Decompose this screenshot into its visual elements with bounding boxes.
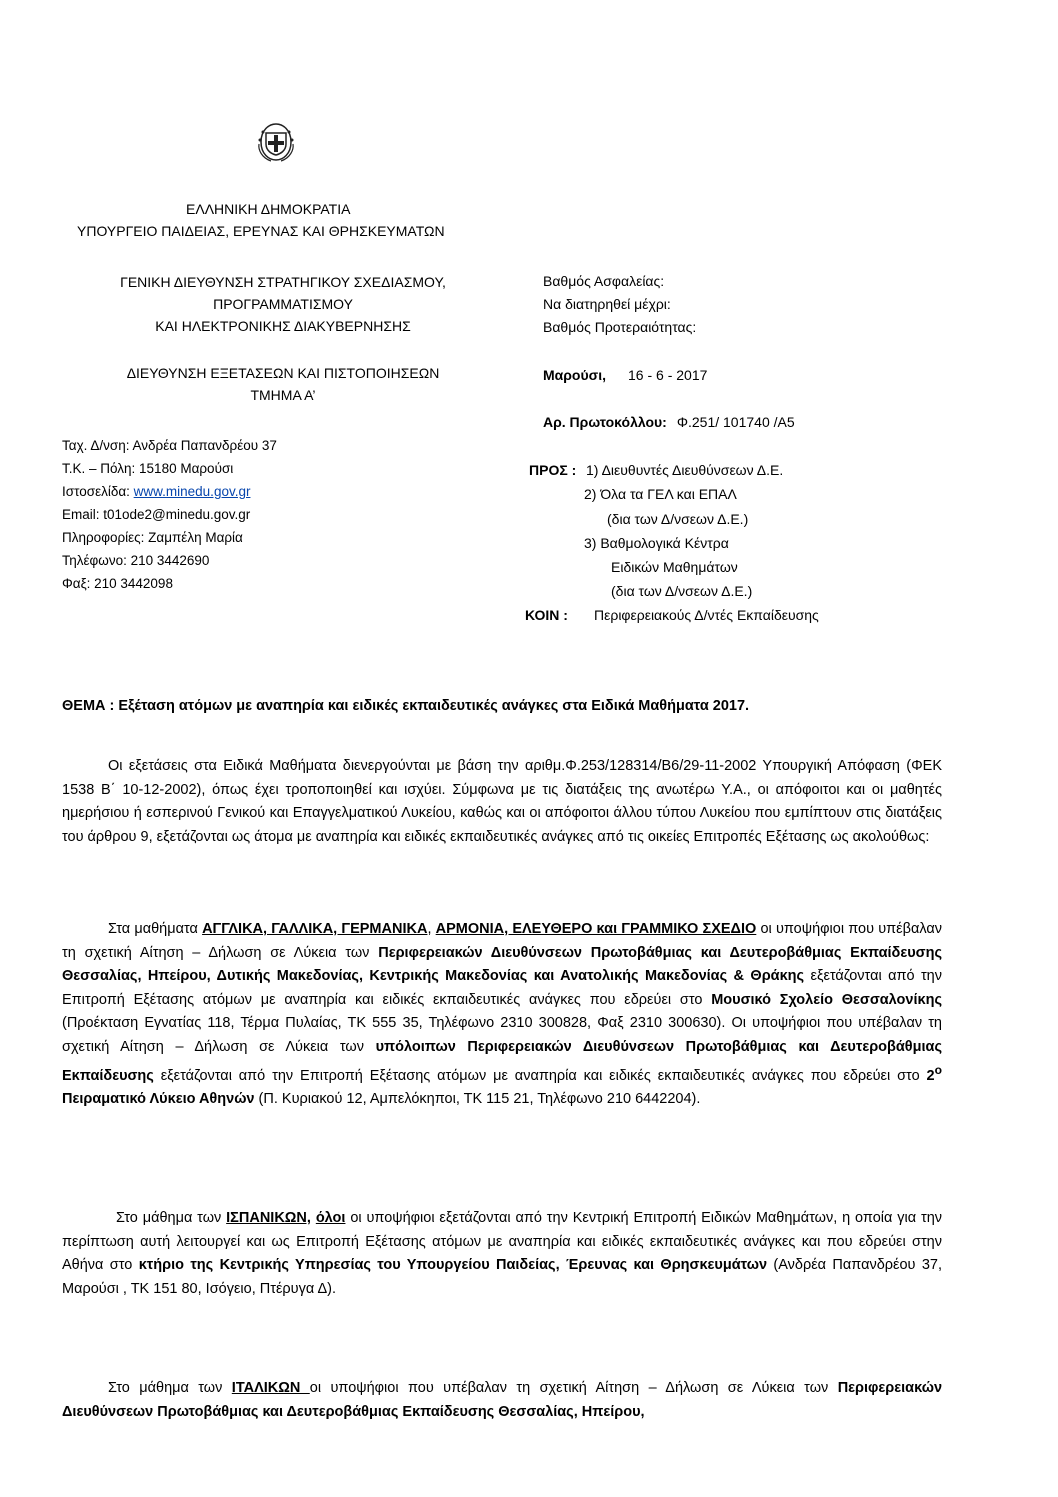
recipient-3-via: (δια των Δ/νσεων Δ.Ε.) bbox=[611, 583, 753, 599]
contact-address: Ταχ. Δ/νση: Ανδρέα Παπανδρέου 37 bbox=[62, 438, 277, 453]
p3-text-1: Στο μάθημα των bbox=[116, 1210, 227, 1226]
paragraph-music-subjects bbox=[62, 918, 942, 1112]
contact-phone: Τηλέφωνο: 210 3442690 bbox=[62, 553, 210, 568]
p2-lyceum-number: 2 bbox=[926, 1067, 935, 1084]
date: 16 - 6 - 2017 bbox=[628, 367, 708, 383]
p2-text-2: οι υποψήφιοι που υπέβαλαν τη σχετική Αίτηση – Δήλωση σε Λύκεια των bbox=[62, 921, 942, 961]
directorate-heading: ΔΙΕΥΘΥΝΣΗ ΕΞΕΤΑΣΕΩΝ ΚΑΙ ΠΙΣΤΟΠΟΙΗΣΕΩΝ bbox=[126, 365, 440, 381]
general-directorate-line-3: ΚΑΙ ΗΛΕΚΤΡΟΝΙΚΗΣ ΔΙΑΚΥΒΕΡΝΗΣΗΣ bbox=[155, 318, 411, 334]
general-directorate-line-1: ΓΕΝΙΚΗ ΔΙΕΥΘΥΝΣΗ ΣΤΡΑΤΗΓΙΚΟΥ ΣΧΕΔΙΑΣΜΟΥ, bbox=[120, 274, 446, 290]
p2-regions: Περιφερειακών Διευθύνσεων Πρωτοβάθμιας και Δευτεροβάθμιας Εκπαίδευσης Θεσσαλίας, Ηπείρου, Δυτικής Μακεδονίας, Κεντρικής Μακεδονίας και Ανατολικής Μακεδονίας & Θράκης bbox=[62, 944, 942, 984]
p4-text-2: οι υποψήφιοι που υπέβαλαν τη σχετική Αίτηση – Δήλωση σε Λύκεια των bbox=[309, 1380, 838, 1396]
p2-other-regions: υπόλοιπων Περιφερειακών Διευθύνσεων Πρωτοβάθμιας και Δευτεροβάθμιας Εκπαίδευσης bbox=[62, 1038, 942, 1084]
p2-lyceum-name: Πειραματικό Λύκειο Αθηνών bbox=[62, 1091, 255, 1108]
recipient-2-via: (δια των Δ/νσεων Δ.Ε.) bbox=[607, 511, 749, 527]
recipient-3-cont: Ειδικών Μαθημάτων bbox=[611, 559, 738, 575]
protocol-row bbox=[543, 413, 795, 431]
contact-info: Πληροφορίες: Ζαμπέλη Μαρία bbox=[62, 530, 243, 545]
paragraph-intro-text: Οι εξετάσεις στα Ειδικά Μαθήματα διενεργούνται με βάση την αριθμ.Φ.253/128314/Β6/29-11-2002 Υπουργική Απόφαση (ΦΕΚ 1538 Β΄ 10-12-2002), όπως έχει τροποποιηθεί και ισχύει. Σύμφωνα με τις διατάξεις της ανωτέρω Υ.Α., οι απόφοιτοι και οι μαθητές ημερήσιου ή εσπερινού Γενικού και Επαγγελματικού Λυκείου, καθώς και οι απόφοιτοι άλλου τύπου Λυκείου που εμπίπτουν στις διατάξεις του άρθρου 9, εξετάζονται ως άτομα με αναπηρία και ειδικές εκπαιδευτικές ανάγκες από τις οικείες Επιτροπές Εξέτασης ως ακολούθως: bbox=[62, 758, 942, 845]
p2-text-6: (Π. Κυριακού 12, Αμπελόκηποι, ΤΚ 115 21, Τηλέφωνο 210 6442204). bbox=[254, 1091, 701, 1108]
p3-spanish: ΙΣΠΑΝΙΚΩΝ, bbox=[226, 1210, 311, 1226]
cc-recipient: Περιφερειακούς Δ/ντές Εκπαίδευσης bbox=[594, 607, 819, 623]
contact-website-label: Ιστοσελίδα: bbox=[62, 484, 134, 499]
recipient-2: 2) Όλα τα ΓΕΛ και ΕΠΑΛ bbox=[584, 486, 737, 502]
priority-level: Βαθμός Προτεραιότητας: bbox=[543, 319, 697, 335]
keep-until: Να διατηρηθεί μέχρι: bbox=[543, 296, 671, 312]
p3-text-3: (Ανδρέα Παπανδρέου 37, Μαρούσι , ΤΚ 151 80, Ισόγειο, Πτέρυγα Δ). bbox=[62, 1257, 942, 1297]
contact-email: Email: t01ode2@minedu.gov.gr bbox=[62, 507, 251, 522]
p3-all: όλοι bbox=[315, 1210, 346, 1226]
p3-text-2: οι υποψήφιοι εξετάζονται από την Κεντρική Επιτροπή Ειδικών Μαθημάτων, η οποία για την περίπτωση αυτή λειτουργεί και ως Επιτροπή Εξέτασης ατόμων με αναπηρία και ειδικές εκπαιδευτικές ανάγκες και που εδρεύει στην Αθήνα στο bbox=[62, 1210, 943, 1273]
website-link[interactable]: www.minedu.gov.gr bbox=[133, 484, 251, 499]
place: Μαρούσι, bbox=[543, 367, 606, 383]
contact-fax: Φαξ: 210 3442098 bbox=[62, 576, 173, 591]
contact-website-row bbox=[62, 483, 250, 501]
p2-text-3: εξετάζονται από την Επιτροπή Εξέτασης ατόμων με αναπηρία και ειδικές εκπαιδευτικές ανάγκες που εδρεύει στο bbox=[62, 968, 942, 1008]
p2-music-school: Μουσικό Σχολείο Θεσσαλονίκης bbox=[711, 991, 942, 1008]
p2-text-4: (Προέκταση Εγνατίας 118, Τέρμα Πυλαίας, ΤΚ 555 35, Τηλέφωνο 2310 300828, Φαξ 2310 300630). Οι υποψήφιοι που υπέβαλαν τη σχετική Αίτηση – Δήλωση σε Λύκεια των bbox=[62, 1015, 942, 1055]
to-label: ΠΡΟΣ : bbox=[529, 462, 577, 478]
paragraph-italian bbox=[62, 1377, 942, 1424]
p4-text-1: Στο μάθημα των bbox=[108, 1380, 232, 1396]
subject-line: ΘΕΜΑ : Εξέταση ατόμων με αναπηρία και ειδικές εκπαιδευτικές ανάγκες στα Ειδικά Μαθήματα 2017. bbox=[62, 698, 750, 714]
p2-comma: , bbox=[427, 921, 436, 937]
republic-heading: ΕΛΛΗΝΙΚΗ ΔΗΜΟΚΡΑΤΙΑ bbox=[186, 201, 351, 217]
p3-ministry-building: κτήριο της Κεντρικής Υπηρεσίας του Υπουργείου Παιδείας, Έρευνας και Θρησκευμάτων bbox=[138, 1257, 768, 1273]
protocol-number: Φ.251/ 101740 /Α5 bbox=[676, 414, 795, 430]
recipient-1: 1) Διευθυντές Διευθύνσεων Δ.Ε. bbox=[586, 462, 784, 478]
recipient-3: 3) Βαθμολογικά Κέντρα bbox=[584, 535, 729, 551]
p2-lyceum-ordinal: ο bbox=[934, 1063, 942, 1077]
general-directorate-line-2: ΠΡΟΓΡΑΜΜΑΤΙΣΜΟΥ bbox=[213, 296, 353, 312]
protocol-label: Αρ. Πρωτοκόλλου: bbox=[543, 414, 667, 430]
p2-subjects-languages: ΑΓΓΛΙΚΑ, ΓΑΛΛΙΚΑ, ΓΕΡΜΑΝΙΚΑ bbox=[202, 921, 428, 937]
security-level: Βαθμός Ασφαλείας: bbox=[543, 273, 665, 289]
paragraph-spanish bbox=[62, 1207, 942, 1301]
p2-text-1: Στα μαθήματα bbox=[108, 921, 203, 937]
cc-label: ΚΟΙΝ : bbox=[525, 607, 568, 623]
p2-text-5: εξετάζονται από την Επιτροπή Εξέτασης ατόμων με αναπηρία και ειδικές εκπαιδευτικές ανάγκες που εδρεύει στο bbox=[153, 1067, 927, 1084]
ministry-heading: ΥΠΟΥΡΓΕΙΟ ΠΑΙΔΕΙΑΣ, ΕΡΕΥΝΑΣ ΚΑΙ ΘΡΗΣΚΕΥΜΑΤΩΝ bbox=[77, 223, 445, 239]
paragraph-intro bbox=[62, 755, 942, 849]
p4-italian: ΙΤΑΛΙΚΩΝ bbox=[231, 1380, 310, 1396]
place-date bbox=[543, 366, 707, 384]
contact-postal: Τ.Κ. – Πόλη: 15180 Μαρούσι bbox=[62, 461, 234, 476]
p4-regions: Περιφερειακών Διευθύνσεων Πρωτοβάθμιας και Δευτεροβάθμιας Εκπαίδευσης Θεσσαλίας, Ηπείρου, bbox=[62, 1380, 943, 1420]
department-heading: ΤΜΗΜΑ Α’ bbox=[250, 387, 316, 403]
greek-emblem-icon bbox=[255, 120, 297, 164]
p2-subjects-drawing: ΑΡΜΟΝΙΑ, ΕΛΕΥΘΕΡΟ και ΓΡΑΜΜΙΚΟ ΣΧΕΔΙΟ bbox=[435, 921, 757, 937]
